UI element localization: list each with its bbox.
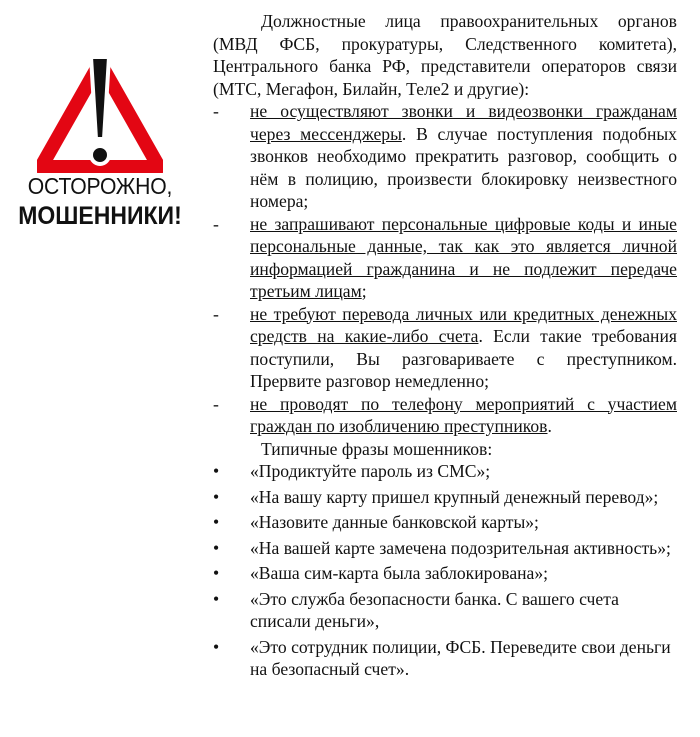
intro-paragraph: Должностные лица правоохранительных органов (МВД ФСБ, прокуратуры, Следственного комитета), Центрального банка РФ, представители операторов связи (МТС, Мегафон, Билайн, Теле2 и другие): xyxy=(213,11,677,99)
dash-marker: - xyxy=(213,303,219,324)
bullet-marker: • xyxy=(213,563,220,583)
rule-rest: ; xyxy=(361,281,367,301)
logo-fraudsters-text: МОШЕННИКИ! xyxy=(18,202,182,230)
phrase-item xyxy=(213,511,677,534)
rule-item xyxy=(213,213,677,303)
rule-item xyxy=(213,100,677,213)
rule-item xyxy=(213,303,677,393)
phrase-text: «Продиктуйте пароль из СМС»; xyxy=(250,461,491,481)
rule-rest: . Если такие требования поступили, Вы разговариваете с преступником. Прервите разговор немедленно; xyxy=(250,326,677,391)
rule-lead: не проводят по телефону мероприятий с участием граждан по изобличению преступников xyxy=(250,393,677,436)
bullet-marker: • xyxy=(213,486,220,507)
document-body xyxy=(213,10,677,681)
phrase-item xyxy=(213,460,677,483)
rule-rest: . В случае поступления подобных звонков необходимо прекратить разговор, сообщить о нём в полицию, произвести блокировку неизвестного номера; xyxy=(250,123,677,211)
dash-marker: - xyxy=(213,101,219,121)
bullet-marker: • xyxy=(213,512,220,532)
phrase-item xyxy=(213,537,677,560)
bullet-marker: • xyxy=(213,537,220,558)
phrase-text: «Это служба безопасности банка. С вашего счета списали деньги», xyxy=(250,588,619,631)
rule-item xyxy=(213,393,677,438)
phrase-text: «Это сотрудник полиции, ФСБ. Переведите свои деньги на безопасный счет». xyxy=(250,636,671,679)
bullet-marker: • xyxy=(213,461,220,481)
phrase-item xyxy=(213,486,677,509)
bullet-marker: • xyxy=(213,636,220,657)
rule-lead: не запрашивают персональные цифровые коды и иные персональные данные, так как это является личной информацией гражданина и не подлежит передаче третьим лицам xyxy=(250,213,677,301)
phrase-item xyxy=(213,636,677,681)
rule-rest: . xyxy=(547,416,552,436)
phrase-item xyxy=(213,588,677,633)
dash-marker: - xyxy=(213,393,219,414)
phrase-text: «Назовите данные банковской карты»; xyxy=(250,512,539,532)
bullet-marker: • xyxy=(213,588,220,609)
phrase-item xyxy=(213,562,677,585)
warning-triangle-icon xyxy=(37,55,163,173)
rule-lead: не требуют перевода личных или кредитных денежных средств на какие-либо счета xyxy=(250,303,677,346)
phrase-text: «Ваша сим-карта была заблокирована»; xyxy=(250,563,549,583)
phrase-text: «На вашей карте замечена подозрительная активность»; xyxy=(250,537,671,558)
phrase-text: «На вашу карту пришел крупный денежный перевод»; xyxy=(250,486,659,507)
rule-lead: не осуществляют звонки и видеозвонки гражданам через мессенджеры xyxy=(250,101,677,144)
dash-marker: - xyxy=(213,213,219,234)
logo-caution-text: ОСТОРОЖНО, xyxy=(27,173,173,199)
phrases-title: Типичные фразы мошенников: xyxy=(261,438,493,459)
